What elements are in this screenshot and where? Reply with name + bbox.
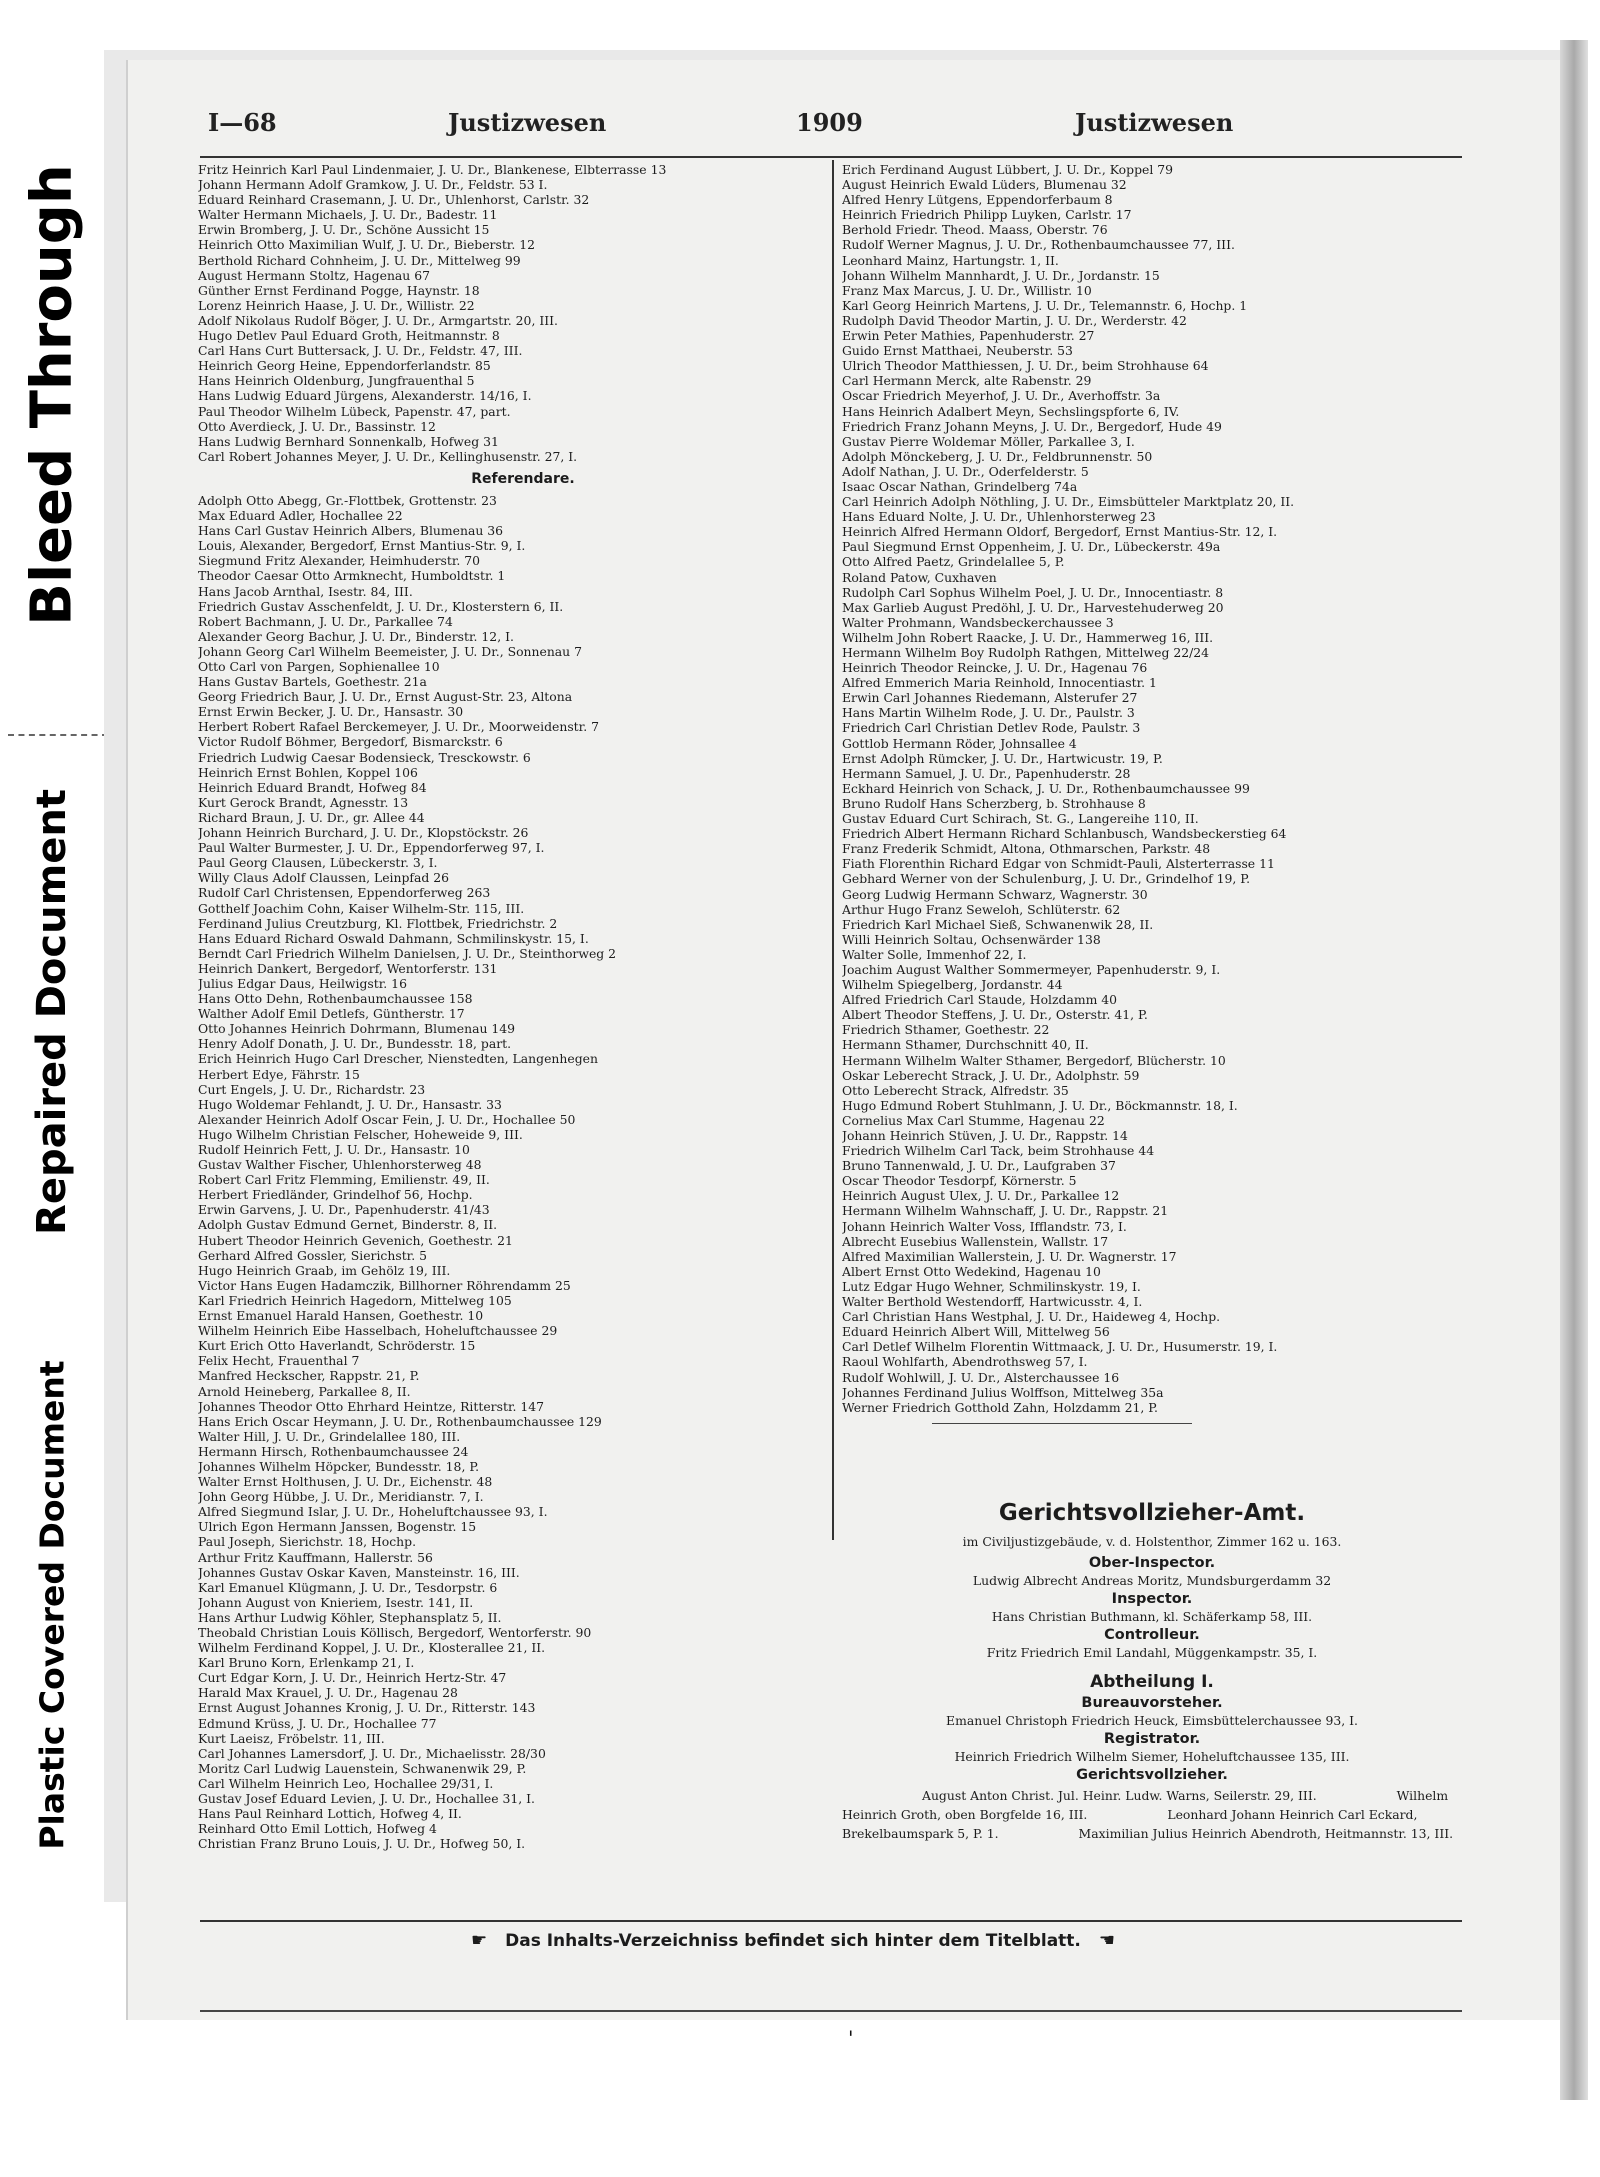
list-item: Hans Erich Oscar Heymann, J. U. Dr., Rothenbaumchaussee 129 [198,1413,602,1429]
list-item: Leonhard Johann Heinrich Carl Eckard, Brekelbaumspark 5, P. 1. [842,1807,1418,1842]
list-item: Heinrich Georg Heine, Eppendorferlandstr. 85 [198,358,491,374]
list-item: Walter Berthold Westendorff, Hartwicusstr. 4, I. [842,1294,1143,1310]
list-item: Paul Georg Clausen, Lübeckerstr. 3, I. [198,855,438,871]
list-item: Siegmund Fritz Alexander, Heimhuderstr. 70 [198,553,481,569]
list-item: Fritz Heinrich Karl Paul Lindenmaier, J. U. Dr., Blankenese, Elbterrasse 13 [198,162,667,177]
list-item: Rudolf Carl Christensen, Eppendorferweg 263 [198,885,491,901]
list-item: Ulrich Egon Hermann Janssen, Bogenstr. 15 [198,1519,477,1535]
list-item: Curt Edgar Korn, J. U. Dr., Heinrich Hertz-Str. 47 [198,1670,507,1686]
list-item: Arnold Heineberg, Parkallee 8, II. [198,1383,411,1399]
list-item: Moritz Carl Ludwig Lauenstein, Schwanenwik 29, P. [198,1760,527,1776]
list-item: Erwin Peter Mathies, Papenhuderstr. 27 [842,328,1095,344]
list-item: Alexander Heinrich Adolf Oscar Fein, J. U. Dr., Hochallee 50 [198,1111,576,1127]
list-item: Walther Adolf Emil Detlefs, Güntherstr. 17 [198,1006,465,1022]
list-item: Heinrich August Ulex, J. U. Dr., Parkallee 12 [842,1188,1120,1204]
list-item: Carl Hermann Merck, alte Rabenstr. 29 [842,373,1092,389]
list-item: Heinrich Alfred Hermann Oldorf, Bergedorf, Ernst Mantius-Str. 12, I. [842,524,1278,540]
annotation-strip [0,50,104,1880]
list-item: Hugo Detlev Paul Eduard Groth, Heitmannstr. 8 [198,328,500,344]
list-item: Heinrich Friedrich Philipp Luyken, Carlstr. 17 [842,207,1132,223]
list-item: Friedrich Ludwig Caesar Bodensieck, Tresckowstr. 6 [198,749,531,765]
list-item: Richard Braun, J. U. Dr., gr. Allee 44 [198,809,425,825]
list-item: Carl Christian Hans Westphal, J. U. Dr., Haideweg 4, Hochp. [842,1309,1221,1325]
list-item: Rudolf Wohlwill, J. U. Dr., Alsterchaussee 16 [842,1369,1120,1385]
list-item: Ulrich Theodor Matthiessen, J. U. Dr., beim Strohhause 64 [842,358,1209,374]
list-item: Eduard Reinhard Crasemann, J. U. Dr., Uhlenhorst, Carlstr. 32 [198,192,590,208]
list-item: Walter Hill, J. U. Dr., Grindelallee 180, III. [198,1428,461,1444]
list-item: Albert Theodor Steffens, J. U. Dr., Osterstr. 41, P. [842,1007,1148,1023]
list-item: Hans Ludwig Bernhard Sonnenkalb, Hofweg 31 [198,433,499,449]
list-item: Gerhard Alfred Gossler, Sierichstr. 5 [198,1247,427,1263]
list-item: Karl Georg Heinrich Martens, J. U. Dr., Telemannstr. 6, Hochp. 1 [842,297,1248,313]
controlleur-heading: Controlleur. [1104,1627,1200,1644]
list-item: Roland Patow, Cuxhaven [842,569,997,585]
list-item: Cornelius Max Carl Stumme, Hagenau 22 [842,1112,1105,1128]
list-item: Friedrich Franz Johann Meyns, J. U. Dr., Bergedorf, Hude 49 [842,418,1222,434]
header-year: 1909 [796,108,863,137]
section-title-referendare: Referendare. [471,470,575,487]
right-entries [842,162,1462,1415]
list-item: Reinhard Otto Emil Lottich, Hofweg 4 [198,1821,437,1837]
list-item: Lorenz Heinrich Haase, J. U. Dr., Willistr. 22 [198,297,475,313]
list-item: Johann Georg Carl Wilhelm Beemeister, J. U. Dr., Sonnenau 7 [198,643,582,659]
list-item: Gebhard Werner von der Schulenburg, J. U. Dr., Grindelhof 19, P. [842,871,1251,887]
list-item: Ferdinand Julius Creutzburg, Kl. Flottbek, Friedrichstr. 2 [198,915,558,931]
dashed-divider [8,734,108,736]
list-item: Albert Ernst Otto Wedekind, Hagenau 10 [842,1263,1101,1279]
bottom-mark: ' [848,2026,854,2050]
list-item: Hugo Edmund Robert Stuhlmann, J. U. Dr., Böckmannstr. 18, I. [842,1097,1238,1113]
list-item: Otto Johannes Heinrich Dohrmann, Blumenau 149 [198,1021,516,1037]
list-item: Ernst Adolph Rümcker, J. U. Dr., Hartwicustr. 19, P. [842,750,1163,766]
list-item: Johannes Theodor Otto Ehrhard Heintze, Ritterstr. 147 [198,1398,545,1414]
list-item: Carl Wilhelm Heinrich Leo, Hochallee 29/31, I. [198,1775,494,1791]
list-item: Hans Jacob Arnthal, Isestr. 84, III. [198,583,413,599]
list-item: Friedrich Wilhelm Carl Tack, beim Strohhause 44 [842,1143,1155,1159]
page-number: I—68 [208,108,277,137]
list-item: Hugo Wilhelm Christian Felscher, Hoheweide 9, III. [198,1126,523,1142]
list-item: Paul Theodor Wilhelm Lübeck, Papenstr. 47, part. [198,403,511,419]
list-item: Julius Edgar Daus, Heilwigstr. 16 [198,975,407,991]
list-item: Robert Bachmann, J. U. Dr., Parkallee 74 [198,613,453,629]
list-item: Georg Friedrich Baur, J. U. Dr., Ernst August-Str. 23, Altona [198,689,573,705]
list-item: Hermann Samuel, J. U. Dr., Papenhuderstr. 28 [842,765,1131,781]
list-item: Max Eduard Adler, Hochallee 22 [198,508,403,524]
list-item: Hermann Sthamer, Durchschnitt 40, II. [842,1037,1089,1053]
list-item: Erich Ferdinand August Lübbert, J. U. Dr., Koppel 79 [842,162,1173,177]
list-item: Wilhelm John Robert Raacke, J. U. Dr., Hammerweg 16, III. [842,629,1214,645]
list-item: Werner Friedrich Gotthold Zahn, Holzdamm 21, P. [842,1399,1158,1415]
list-item: Ernst Erwin Becker, J. U. Dr., Hansastr. 30 [198,704,464,720]
bottom-rule [200,2010,1462,2012]
list-item: Johann Heinrich Stüven, J. U. Dr., Rappstr. 14 [842,1128,1128,1143]
list-item: Wilhelm Heinrich Eibe Hasselbach, Hoheluftchaussee 29 [198,1323,558,1339]
list-item: Hans Otto Dehn, Rothenbaumchaussee 158 [198,991,473,1007]
list-item: Hans Ludwig Eduard Jürgens, Alexanderstr. 14/16, I. [198,388,532,404]
footer-rule [200,1920,1462,1922]
list-item: Otto Carl von Pargen, Sophienallee 10 [198,659,440,674]
list-item: Rudolf Heinrich Fett, J. U. Dr., Hansastr. 10 [198,1142,470,1157]
list-item: Herbert Robert Rafael Berckemeyer, J. U. Dr., Moorweidenstr. 7 [198,719,599,735]
list-item: Georg Ludwig Hermann Schwarz, Wagnerstr. 30 [842,886,1148,902]
inspector-name: Hans Christian Buthmann, kl. Schäferkamp 58, III. [991,1609,1313,1625]
list-item: Louis, Alexander, Bergedorf, Ernst Mantius-Str. 9, I. [198,538,526,554]
list-item: Karl Friedrich Heinrich Hagedorn, Mittelweg 105 [198,1292,512,1308]
list-item: Arthur Hugo Franz Seweloh, Schlüterstr. 62 [842,901,1121,917]
list-item: John Georg Hübbe, J. U. Dr., Meridianstr. 7, I. [198,1489,484,1505]
list-item: Johann August von Knieriem, Isestr. 141, II. [198,1594,474,1610]
list-item: Karl Emanuel Klügmann, J. U. Dr., Tesdorpstr. 6 [198,1579,498,1595]
list-item: Hans Martin Wilhelm Rode, J. U. Dr., Paulstr. 3 [842,705,1135,721]
list-item: August Heinrich Ewald Lüders, Blumenau 32 [842,177,1127,193]
list-item: Alexander Georg Bachur, J. U. Dr., Binderstr. 12, I. [198,628,514,644]
list-item: August Anton Christ. Jul. Heinr. Ludw. Warns, Seilerstr. 29, III. [922,1788,1317,1804]
list-item: Alfred Siegmund Islar, J. U. Dr., Hoheluftchaussee 93, I. [198,1504,548,1520]
list-item: Carl Detlef Wilhelm Florentin Wittmaack, J. U. Dr., Husumerstr. 19, I. [842,1339,1278,1355]
list-item: Hans Heinrich Oldenburg, Jungfrauenthal 5 [198,373,475,389]
list-item: Hermann Wilhelm Walter Sthamer, Bergedorf, Blücherstr. 10 [842,1052,1226,1068]
list-item: Hugo Woldemar Fehlandt, J. U. Dr., Hansastr. 33 [198,1096,502,1112]
list-item: Carl Johannes Lamersdorf, J. U. Dr., Michaelisstr. 28/30 [198,1745,546,1761]
list-item: Johann Heinrich Walter Voss, Ifflandstr. 73, I. [842,1218,1127,1234]
list-item: Gustav Eduard Curt Schirach, St. G., Langereihe 110, II. [842,811,1199,827]
list-item: Johann Wilhelm Mannhardt, J. U. Dr., Jordanstr. 15 [842,267,1160,283]
list-item: Adolph Otto Abegg, Gr.-Flottbek, Grottenstr. 23 [198,492,497,508]
list-item: Kurt Gerock Brandt, Agnesstr. 13 [198,794,409,810]
list-item: Herbert Edye, Fährstr. 15 [198,1066,360,1082]
label-plastic-covered-document: Plastic Covered Document [32,1360,72,1850]
list-item: Hermann Wilhelm Wahnschaff, J. U. Dr., Rappstr. 21 [842,1203,1169,1219]
list-item: Theodor Caesar Otto Armknecht, Humboldtstr. 1 [198,568,506,584]
list-item: Willi Heinrich Soltau, Ochsenwärder 138 [842,931,1101,947]
list-item: Hans Gustav Bartels, Goethestr. 21a [198,674,427,690]
list-item: Curt Engels, J. U. Dr., Richardstr. 23 [198,1081,426,1097]
list-item: Alfred Friedrich Carl Staude, Holzdamm 40 [842,992,1118,1008]
right-column-end-rule [932,1423,1192,1424]
list-item: Heinrich Theodor Reincke, J. U. Dr., Hagenau 76 [842,660,1148,676]
list-item: Berthold Richard Cohnheim, J. U. Dr., Mittelweg 99 [198,252,521,268]
list-item: Wilhelm Spiegelberg, Jordanstr. 44 [842,977,1063,993]
ober-inspector-heading: Ober-Inspector. [1088,1555,1216,1571]
list-item: Heinrich Eduard Brandt, Hofweg 84 [198,779,427,795]
list-item: Otto Averdieck, J. U. Dr., Bassinstr. 12 [198,418,436,434]
list-item: Hans Eduard Nolte, J. U. Dr., Uhlenhorsterweg 23 [842,509,1156,525]
list-item: Heinrich Dankert, Bergedorf, Wentorferstr. 131 [198,960,498,976]
list-item: Karl Bruno Korn, Erlenkamp 21, I. [198,1655,415,1671]
list-item: Walter Ernst Holthusen, J. U. Dr., Eichenstr. 48 [198,1474,493,1490]
list-item: Leonhard Mainz, Hartungstr. 1, II. [842,252,1059,268]
left-entries-top [198,162,848,464]
list-item: Felix Hecht, Frauenthal 7 [198,1353,360,1369]
list-item: Carl Hans Curt Buttersack, J. U. Dr., Feldstr. 47, III. [198,343,523,359]
list-item: Otto Alfred Paetz, Grindelallee 5, P. [842,554,1065,570]
list-item: Carl Robert Johannes Meyer, J. U. Dr., Kellinghusenstr. 27, I. [198,448,578,464]
list-item: Kurt Erich Otto Haverlandt, Schröderstr. 15 [198,1338,476,1354]
left-entries-referendare [198,493,848,1851]
list-item: Friedrich Karl Michael Sieß, Schwanenwik 28, II. [842,916,1154,932]
list-item: Edmund Krüss, J. U. Dr., Hochallee 77 [198,1715,437,1731]
list-item: Victor Hans Eugen Hadamczik, Billhorner Röhrendamm 25 [198,1277,571,1293]
list-item: Hans Arthur Ludwig Köhler, Stephansplatz 5, II. [198,1609,502,1625]
list-item: Gustav Josef Eduard Levien, J. U. Dr., Hochallee 31, I. [198,1791,535,1807]
list-item: Heinrich Ernst Bohlen, Koppel 106 [198,764,418,780]
list-item: Hugo Heinrich Graab, im Gehölz 19, III. [198,1262,451,1278]
list-item: Kurt Laeisz, Fröbelstr. 11, III. [198,1730,385,1746]
list-item: Adolf Nathan, J. U. Dr., Oderfelderstr. 5 [842,463,1089,479]
gerichtsvollzieher-section [842,1500,1462,1842]
list-item: Robert Carl Fritz Flemming, Emilienstr. 49, II. [198,1172,490,1188]
list-item: Herbert Friedländer, Grindelhof 56, Hochp. [198,1187,473,1203]
list-item: Maximilian Julius Heinrich Abendroth, Heitmannstr. 13, III. [1078,1826,1454,1842]
list-item: Erich Heinrich Hugo Carl Drescher, Nienstedten, Langenhegen [198,1051,598,1067]
list-item: Erwin Bromberg, J. U. Dr., Schöne Aussicht 15 [198,222,490,238]
page-edge [1560,40,1588,2100]
list-item: Paul Siegmund Ernst Oppenheim, J. U. Dr., Lübeckerstr. 49a [842,539,1221,555]
list-item: Alfred Maximilian Wallerstein, J. U. Dr. Wagnerstr. 17 [842,1248,1177,1264]
list-item: Johannes Ferdinand Julius Wolffson, Mittelweg 35a [842,1384,1164,1400]
list-item: Guido Ernst Matthaei, Neuberstr. 53 [842,343,1073,359]
list-item: Alfred Emmerich Maria Reinhold, Innocentiastr. 1 [842,675,1157,691]
list-item: Christian Franz Bruno Louis, J. U. Dr., Hofweg 50, I. [198,1836,526,1852]
list-item: Gotthelf Joachim Cohn, Kaiser Wilhelm-Str. 115, III. [198,900,525,916]
list-item: Oskar Leberecht Strack, J. U. Dr., Adolphstr. 59 [842,1067,1140,1083]
list-item: Johann Heinrich Burchard, J. U. Dr., Klopstöckstr. 26 [198,825,529,841]
gerichtsvollzieher-heading: Gerichtsvollzieher. [1076,1767,1228,1784]
list-item: Walter Solle, Immenhof 22, I. [842,946,1027,962]
list-item: Adolf Nikolaus Rudolf Böger, J. U. Dr., Armgartstr. 20, III. [198,312,558,328]
list-item: Erwin Garvens, J. U. Dr., Papenhuderstr. 41/43 [198,1202,490,1218]
header-right-title: Justizwesen [1075,108,1234,137]
gva-title: Gerichtsvollzieher-Amt. [998,1500,1306,1526]
list-item: Bruno Tannenwald, J. U. Dr., Laufgraben 37 [842,1158,1116,1174]
inspector-heading: Inspector. [1111,1591,1193,1608]
list-item: Ernst Emanuel Harald Hansen, Goethestr. 10 [198,1308,484,1324]
list-item: Friedrich Gustav Asschenfeldt, J. U. Dr., Klosterstern 6, II. [198,598,564,614]
list-item: Erwin Carl Johannes Riedemann, Alsterufer 27 [842,690,1138,706]
footer-text: Das Inhalts-Verzeichniss befindet sich hinter dem Titelblatt. [505,1931,1081,1951]
list-item: Johann Hermann Adolf Gramkow, J. U. Dr., Feldstr. 53 I. [198,177,548,193]
list-item: Johannes Wilhelm Höpcker, Bundesstr. 18, P. [198,1458,480,1474]
list-item: Oscar Friedrich Meyerhof, J. U. Dr., Averhoffstr. 3a [842,388,1161,404]
list-item: Walter Prohmann, Wandsbeckerchaussee 3 [842,614,1114,630]
list-item: Heinrich Otto Maximilian Wulf, J. U. Dr., Bieberstr. 12 [198,237,536,253]
list-item: Günther Ernst Ferdinand Pogge, Haynstr. 18 [198,282,480,298]
list-item: Wilhelm Heinrich Groth, oben Borgfelde 16, III. [842,1788,1449,1823]
list-item: Theobald Christian Louis Köllisch, Bergedorf, Wentorferstr. 90 [198,1625,592,1640]
controlleur-name: Fritz Friedrich Emil Landahl, Müggenkampstr. 35, I. [986,1645,1318,1661]
list-item: Walter Hermann Michaels, J. U. Dr., Badestr. 11 [198,207,498,223]
list-item: Max Garlieb August Predöhl, J. U. Dr., Harvestehuderweg 20 [842,599,1224,615]
gva-location: im Civiljustizgebäude, v. d. Holstenthor, Zimmer 162 u. 163. [962,1534,1342,1549]
header-left-title: Justizwesen [448,108,607,137]
pointing-hand-left-icon: ☛ [471,1930,488,1951]
footer-note [128,1930,1458,1951]
list-item: Rudolf Werner Magnus, J. U. Dr., Rothenbaumchaussee 77, III. [842,237,1235,253]
list-item: Ernst August Johannes Kronig, J. U. Dr., Ritterstr. 143 [198,1700,536,1716]
list-item: Wilhelm Ferdinand Koppel, J. U. Dr., Klosterallee 21, II. [198,1640,546,1656]
list-item: Lutz Edgar Hugo Wehner, Schmilinskystr. 19, I. [842,1278,1141,1294]
list-item: Rudolph David Theodor Martin, J. U. Dr., Werderstr. 42 [842,312,1187,328]
list-item: Arthur Fritz Kauffmann, Hallerstr. 56 [198,1549,433,1565]
bureauvorsteher-name: Emanuel Christoph Friedrich Heuck, Eimsbüttelerchaussee 93, I. [946,1713,1358,1729]
label-bleed-through: Bleed Through [19,164,85,626]
list-item: Friedrich Sthamer, Goethestr. 22 [842,1022,1050,1038]
list-item: Victor Rudolf Böhmer, Bergedorf, Bismarckstr. 6 [198,734,503,750]
list-item: Hermann Hirsch, Rothenbaumchaussee 24 [198,1443,469,1459]
list-item: Willy Claus Adolf Claussen, Leinpfad 26 [198,870,450,886]
list-item: Alfred Henry Lütgens, Eppendorferbaum 8 [842,192,1113,208]
list-item: Manfred Heckscher, Rappstr. 21, P. [198,1368,420,1384]
list-item: Friedrich Albert Hermann Richard Schlanbusch, Wandsbeckerstieg 64 [842,826,1287,842]
right-column [842,162,1462,1424]
page-header [128,108,1458,148]
registrator-name: Heinrich Friedrich Wilhelm Siemer, Hoheluftchaussee 135, III. [954,1749,1350,1765]
list-item: Eduard Heinrich Albert Will, Mittelweg 56 [842,1324,1110,1340]
list-item: Harald Max Krauel, J. U. Dr., Hagenau 28 [198,1685,458,1701]
header-rule [200,156,1462,158]
list-item: Adolph Mönckeberg, J. U. Dr., Feldbrunnenstr. 50 [842,448,1153,464]
list-item: Henry Adolf Donath, J. U. Dr., Bundesstr. 18, part. [198,1036,512,1052]
ober-inspector-name: Ludwig Albrecht Andreas Moritz, Mundsburgerdamm 32 [972,1573,1332,1588]
pointing-hand-right-icon: ☚ [1098,1930,1115,1951]
list-item: Rudolph Carl Sophus Wilhelm Poel, J. U. Dr., Innocentiastr. 8 [842,584,1224,600]
label-repaired-document: Repaired Document [29,789,75,1235]
list-item: Hans Eduard Richard Oswald Dahmann, Schmilinskystr. 15, I. [198,930,589,946]
list-item: Hans Carl Gustav Heinrich Albers, Blumenau 36 [198,523,504,539]
list-item: Bruno Rudolf Hans Scherzberg, b. Strohhause 8 [842,795,1146,811]
list-item: August Hermann Stoltz, Hagenau 67 [198,267,430,283]
list-item: Franz Frederik Schmidt, Altona, Othmarschen, Parkstr. 48 [842,841,1211,857]
list-item: Berhold Friedr. Theod. Maass, Oberstr. 76 [842,222,1108,238]
list-item: Gustav Walther Fischer, Uhlenhorsterweg 48 [198,1157,482,1173]
list-item: Albrecht Eusebius Wallenstein, Wallstr. 17 [842,1233,1109,1249]
list-item: Johannes Gustav Oskar Kaven, Mansteinstr. 16, III. [198,1564,520,1580]
abtheilung-heading: Abtheilung I. [1090,1672,1214,1693]
bureauvorsteher-heading: Bureauvorsteher. [1081,1695,1223,1712]
list-item: Franz Max Marcus, J. U. Dr., Willistr. 10 [842,282,1092,298]
list-item: Paul Walter Burmester, J. U. Dr., Eppendorferweg 97, I. [198,840,545,856]
registrator-heading: Registrator. [1103,1731,1201,1748]
list-item: Paul Joseph, Sierichstr. 18, Hochp. [198,1534,417,1550]
list-item: Gottlob Hermann Röder, Johnsallee 4 [842,735,1077,751]
list-item: Joachim August Walther Sommermeyer, Papenhuderstr. 9, I. [842,961,1221,977]
list-item: Raoul Wohlfarth, Abendrothsweg 57, I. [842,1354,1088,1370]
list-item: Hans Heinrich Adalbert Meyn, Sechslingspforte 6, IV. [842,403,1180,419]
list-item: Hermann Wilhelm Boy Rudolph Rathgen, Mittelweg 22/24 [842,645,1210,660]
list-item: Adolph Gustav Edmund Gernet, Binderstr. 8, II. [198,1217,498,1233]
list-item: Friedrich Carl Christian Detlev Rode, Paulstr. 3 [842,720,1141,736]
list-item: Berndt Carl Friedrich Wilhelm Danielsen, J. U. Dr., Steinthorweg 2 [198,945,617,961]
list-item: Hans Paul Reinhard Lottich, Hofweg 4, II. [198,1806,462,1822]
list-item: Oscar Theodor Tesdorpf, Körnerstr. 5 [842,1173,1077,1189]
list-item: Hubert Theodor Heinrich Gevenich, Goethestr. 21 [198,1232,513,1248]
list-item: Gustav Pierre Woldemar Möller, Parkallee 3, I. [842,433,1135,449]
list-item: Otto Leberecht Strack, Alfredstr. 35 [842,1082,1069,1098]
list-item: Eckhard Heinrich von Schack, J. U. Dr., Rothenbaumchaussee 99 [842,780,1250,796]
document-page [126,60,1560,2050]
list-item: Isaac Oscar Nathan, Grindelberg 74a [842,478,1078,494]
left-column [198,162,848,1851]
list-item: Carl Heinrich Adolph Nöthling, J. U. Dr., Eimsbütteler Marktplatz 20, II. [842,494,1295,510]
list-item: Fiath Florenthin Richard Edgar von Schmidt-Pauli, Alsterterrasse 11 [842,856,1275,872]
gerichtsvollzieher-list [842,1785,1462,1842]
